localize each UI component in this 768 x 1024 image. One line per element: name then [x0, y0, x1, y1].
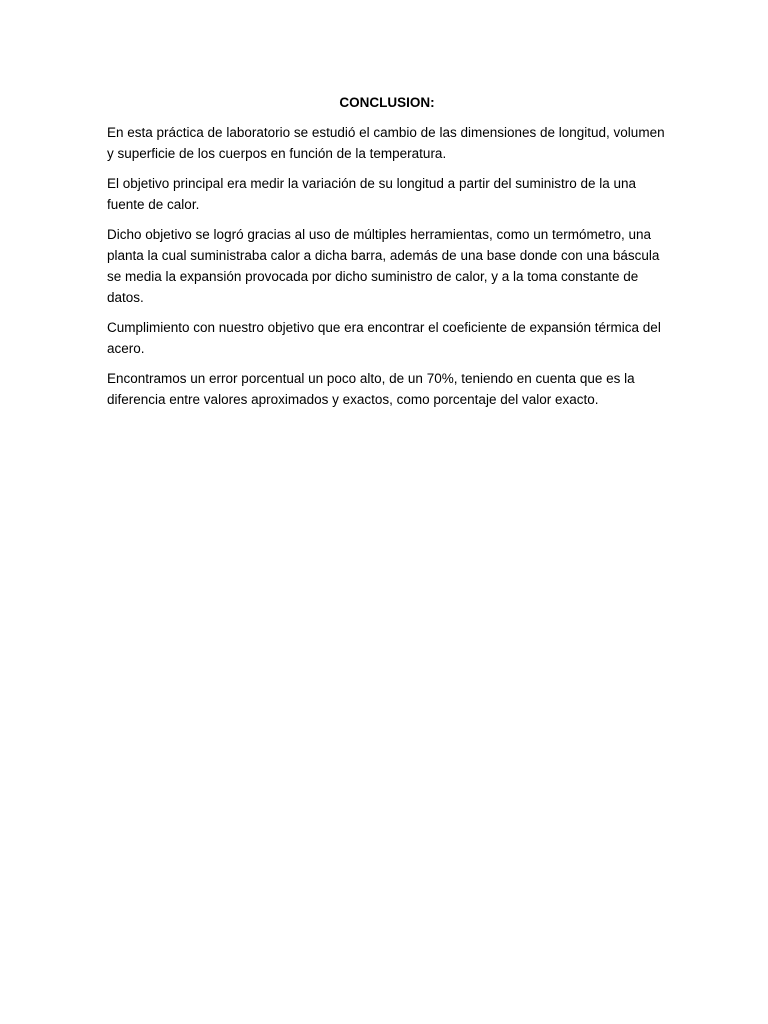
- conclusion-heading: CONCLUSION:: [339, 95, 435, 110]
- paragraph-error: Encontramos un error porcentual un poco alto, de un 70%, teniendo en cuenta que es la diferencia entre valores aproximados y exactos, como porcentaje del valor exacto.: [107, 371, 635, 407]
- paragraph-intro: En esta práctica de laboratorio se estudió el cambio de las dimensiones de longitud, volumen y superficie de los cuerpos en función de la temperatura.: [107, 125, 665, 161]
- paragraph-objective: El objetivo principal era medir la variación de su longitud a partir del suministro de la una fuente de calor.: [107, 176, 637, 212]
- document-body: [107, 92, 667, 419]
- paragraph-fulfillment: Cumplimiento con nuestro objetivo que era encontrar el coeficiente de expansión térmica del acero.: [107, 320, 661, 356]
- paragraph-tools: Dicho objetivo se logró gracias al uso de múltiples herramientas, como un termómetro, una planta la cual suministraba calor a dicha barra, además de una base donde con una báscula se media la expansión provocada por dicho suministro de calor, y a la toma constante de datos.: [107, 227, 660, 305]
